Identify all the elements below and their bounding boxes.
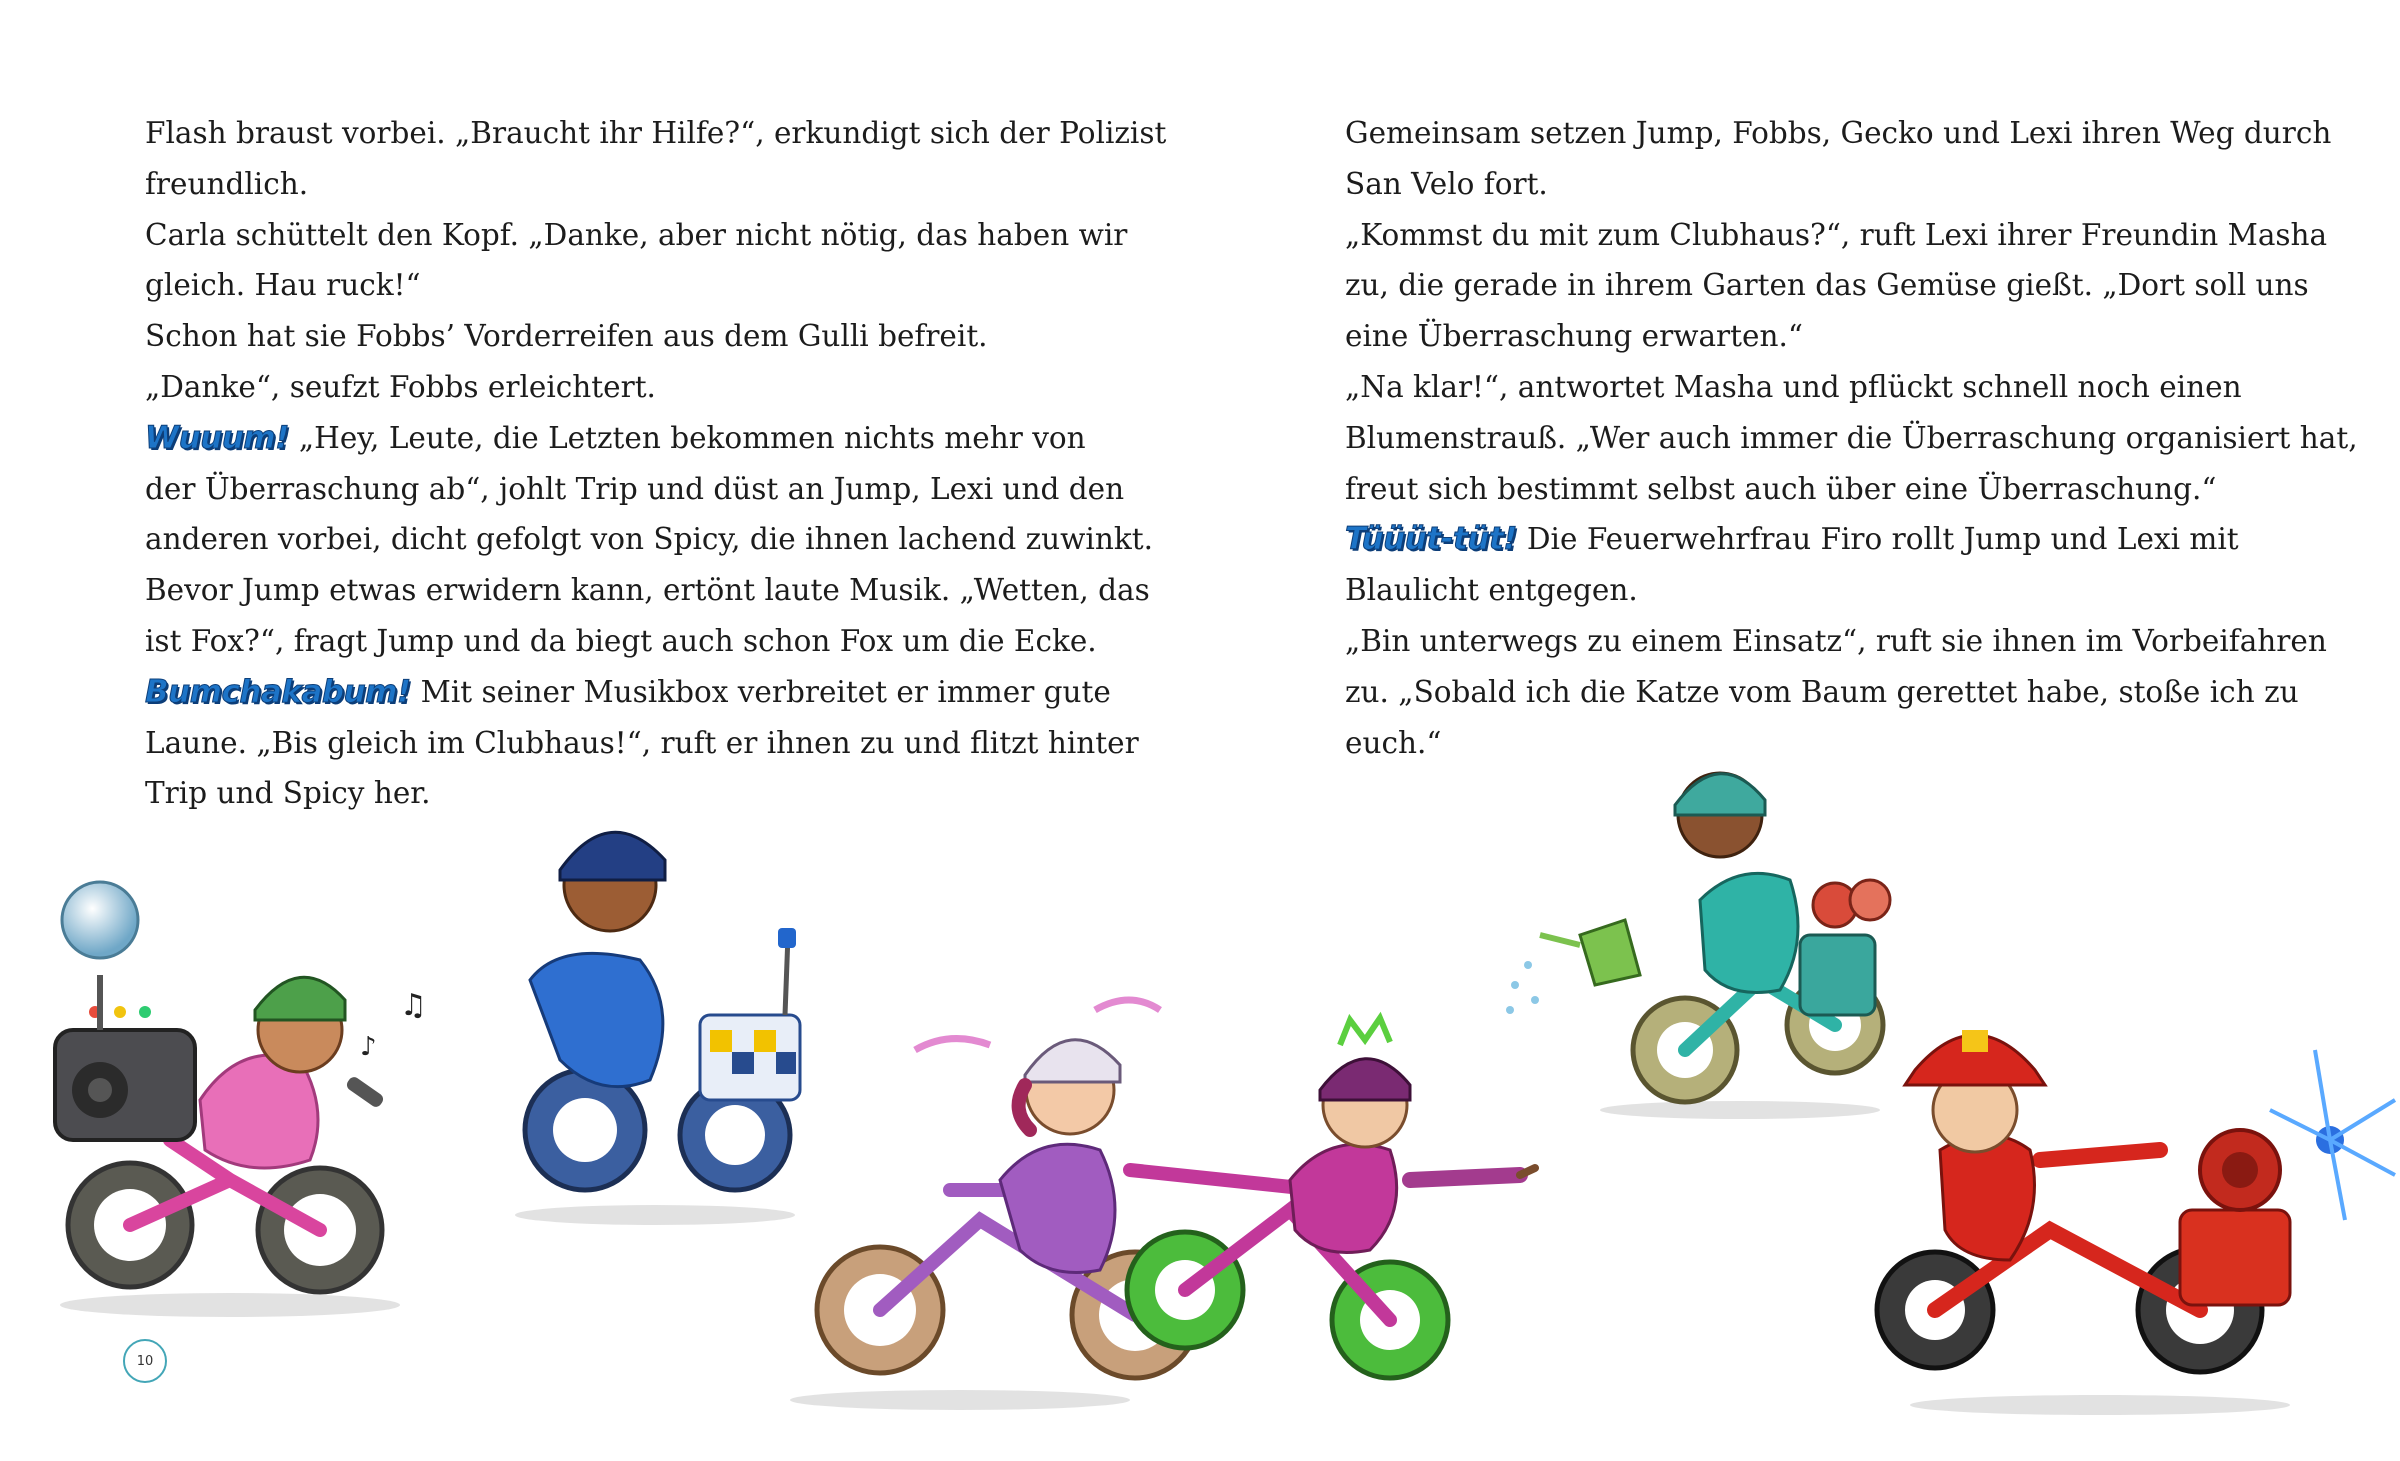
lexi-bike-illustration (790, 1000, 1198, 1410)
text-line: anderen vorbei, dicht gefolgt von Spicy, die ihnen lachend zuwinkt. (145, 522, 1153, 557)
text-line: Blaulicht entgegen. (1345, 573, 1638, 608)
text-fragment: Die Feuerwehrfrau Firo rollt Jump und Lexi mit (1526, 522, 2239, 557)
text-line: „Na klar!“, antwortet Masha und pflückt schnell noch einen (1345, 369, 2242, 404)
text-line: „Danke“, seufzt Fobbs erleichtert. (145, 369, 656, 404)
svg-text:♪: ♪ (360, 1032, 377, 1062)
flash-bike-illustration (515, 832, 800, 1225)
blue-light-icon (2270, 1050, 2395, 1220)
text-line: gleich. Hau ruck!“ (145, 268, 421, 303)
text-line: Carla schüttelt den Kopf. „Danke, aber nicht nötig, das haben wir (145, 217, 1128, 252)
page-number: 10 (123, 1339, 167, 1383)
text-line: freut sich bestimmt selbst auch über eine Überraschung.“ (1345, 471, 2217, 506)
text-fragment: „Hey, Leute, die Letzten bekommen nichts mehr von (298, 420, 1086, 455)
text-line: freundlich. (145, 166, 309, 201)
text-line: Trip und Spicy her. (145, 776, 431, 811)
text-fragment: Mit seiner Musikbox verbreitet er immer gute (420, 674, 1111, 709)
text-line: Bevor Jump etwas erwidern kann, ertönt laute Musik. „Wetten, das (145, 573, 1150, 608)
masha-bike-illustration (1506, 773, 1890, 1119)
text-line: Laune. „Bis gleich im Clubhaus!“, ruft er ihnen zu und flitzt hinter (145, 725, 1139, 760)
text-line: „Bin unterwegs zu einem Einsatz“, ruft sie ihnen im Vorbeifahren (1345, 623, 2327, 658)
sound-effect-word: Wuuum! (145, 419, 289, 456)
text-line: eine Überraschung erwarten.“ (1345, 319, 1803, 354)
text-line: ist Fox?“, fragt Jump und da biegt auch schon Fox um die Ecke. (145, 623, 1097, 658)
firo-bike-illustration (1877, 1030, 2395, 1415)
sound-effect-word: Tüüüt-tüt! (1345, 521, 1517, 558)
text-line: Gemeinsam setzen Jump, Fobbs, Gecko und Lexi ihren Weg durch (1345, 116, 2332, 150)
text-line: San Velo fort. (1345, 166, 1548, 201)
text-line: zu, die gerade in ihrem Garten das Gemüse gießt. „Dort soll uns (1345, 268, 2309, 303)
text-line: Blumenstrauß. „Wer auch immer die Überraschung organisiert hat, (1345, 420, 2358, 455)
text-line: zu. „Sobald ich die Katze vom Baum gerettet habe, stoße ich zu (1345, 674, 2299, 709)
text-line: Flash braust vorbei. „Braucht ihr Hilfe?“, erkundigt sich der Polizist (145, 116, 1167, 150)
svg-text:♫: ♫ (400, 988, 427, 1023)
text-line: Schon hat sie Fobbs’ Vorderreifen aus dem Gulli befreit. (145, 319, 988, 354)
text-line: der Überraschung ab“, johlt Trip und düst an Jump, Lexi und den (145, 471, 1125, 506)
text-line: euch.“ (1345, 725, 1442, 760)
gecko-bike-illustration (1127, 1018, 1535, 1378)
sound-effect-word: Bumchakabum! (145, 673, 411, 710)
text-line: „Kommst du mit zum Clubhaus?“, ruft Lexi ihrer Freundin Masha (1345, 217, 2328, 252)
fox-bike-illustration (55, 882, 427, 1317)
